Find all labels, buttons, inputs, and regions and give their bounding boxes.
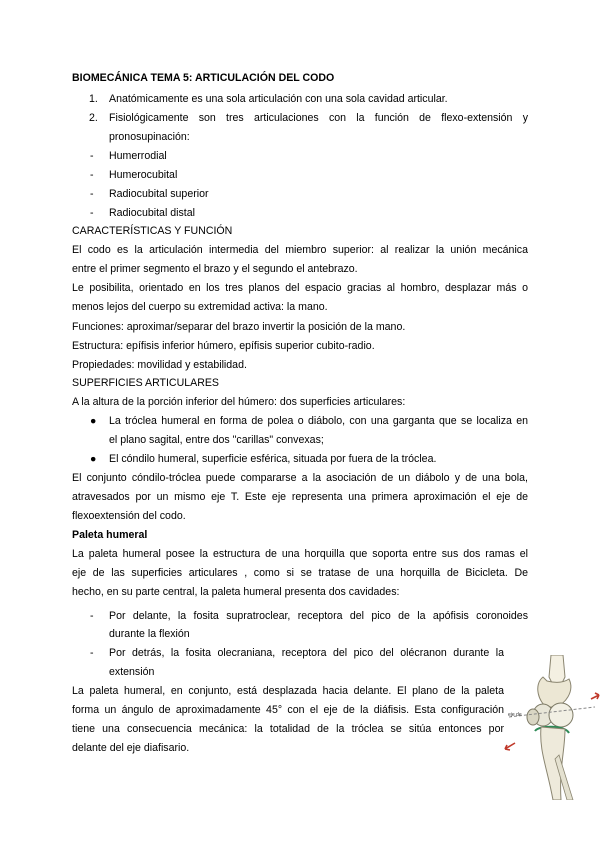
numbered-item-text: Anatómicamente es una sola articulación con una sola cavidad articular. (109, 93, 448, 105)
list-item: Por delante, la fosita supratroclear, receptora del pico de la apófisis coronoides (109, 610, 528, 622)
paragraph-line: entre el primer segmento el brazo y el segundo el antebrazo. (72, 263, 358, 275)
bullet-text: el plano sagital, entre dos "carillas" convexas; (109, 434, 324, 446)
numbered-item-text: Fisiológicamente son tres articulaciones con la función de flexo-extensión y (109, 112, 528, 124)
paragraph-line: Le posibilita, orientado en los tres planos del espacio gracias al hombro, desplazar más o (72, 282, 528, 294)
section-heading: CARACTERÍSTICAS Y FUNCIÓN (72, 225, 233, 237)
list-item: Radiocubital superior (109, 188, 209, 200)
paragraph-line: La paleta humeral, en conjunto, está desplazada hacia delante. El plano de la paleta (72, 685, 504, 697)
paragraph-line: forma un ángulo de aproximadamente 45° con el eje de la diáfisis. Esta configuración (72, 704, 504, 716)
bullet-text: La tróclea humeral en forma de polea o diábolo, con una garganta que se localiza en (109, 415, 528, 427)
paragraph-line: Funciones: aproximar/separar del brazo invertir la posición de la mano. (72, 321, 406, 333)
paragraph-line: eje de las superficies articulares , como si se tratase de una horquilla de Bicicleta. De (72, 567, 528, 579)
paragraph-line: menos lejos del cuerpo su extremidad activa: la mano. (72, 301, 328, 313)
dash-marker: - (90, 188, 94, 200)
bullet-marker: ● (90, 415, 97, 427)
paragraph-line: hecho, en su parte central, la paleta humeral presenta dos cavidades: (72, 586, 400, 598)
paragraph-line: tiene una consecuencia mecánica: la totalidad de la tróclea se sitúa entonces por (72, 723, 504, 735)
numbered-item-text: pronosupinación: (109, 131, 190, 143)
list-item: Humerrodial (109, 150, 167, 162)
paragraph-line: flexoextensión del codo. (72, 510, 186, 522)
paragraph-line: Estructura: epífisis inferior húmero, epífisis superior cubito-radio. (72, 340, 375, 352)
section-heading: SUPERFICIES ARTICULARES (72, 377, 219, 389)
list-item: extensión (109, 666, 155, 678)
dash-marker: - (90, 610, 94, 622)
paragraph-line: atravesados por un mismo eje T. Este eje representa una primera aproximación el eje de (72, 491, 528, 503)
paragraph-line: delante del eje diafisario. (72, 742, 190, 754)
figure-label: eje de (508, 712, 522, 718)
list-item: Radiocubital distal (109, 207, 195, 219)
dash-marker: - (90, 647, 94, 659)
document-title: BIOMECÁNICA TEMA 5: ARTICULACIÓN DEL CODO (72, 72, 335, 84)
paragraph-line: El codo es la articulación intermedia del miembro superior: al realizar la unión mecánica (72, 244, 528, 256)
dash-marker: - (90, 169, 94, 181)
bullet-marker: ● (90, 453, 97, 465)
paragraph-line: La paleta humeral posee la estructura de una horquilla que soporta entre sus dos ramas el (72, 548, 528, 560)
paragraph-line: A la altura de la porción inferior del húmero: dos superficies articulares: (72, 396, 406, 408)
section-heading: Paleta humeral (72, 529, 148, 541)
paragraph-line: Propiedades: movilidad y estabilidad. (72, 359, 247, 371)
dash-marker: - (90, 207, 94, 219)
bullet-text: El cóndilo humeral, superficie esférica, situada por fuera de la tróclea. (109, 453, 437, 465)
dash-marker: - (90, 150, 94, 162)
list-number: 1. (89, 93, 98, 105)
list-item: durante la flexión (109, 628, 190, 640)
paragraph-line: El conjunto cóndilo-tróclea puede compararse a la asociación de un diábolo y de una bola, (72, 472, 528, 484)
list-item: Humerocubital (109, 169, 178, 181)
elbow-joint-illustration (503, 655, 600, 800)
list-number: 2. (89, 112, 98, 124)
list-item: Por detrás, la fosita olecraniana, receptora del pico del olécranon durante la (109, 647, 504, 659)
